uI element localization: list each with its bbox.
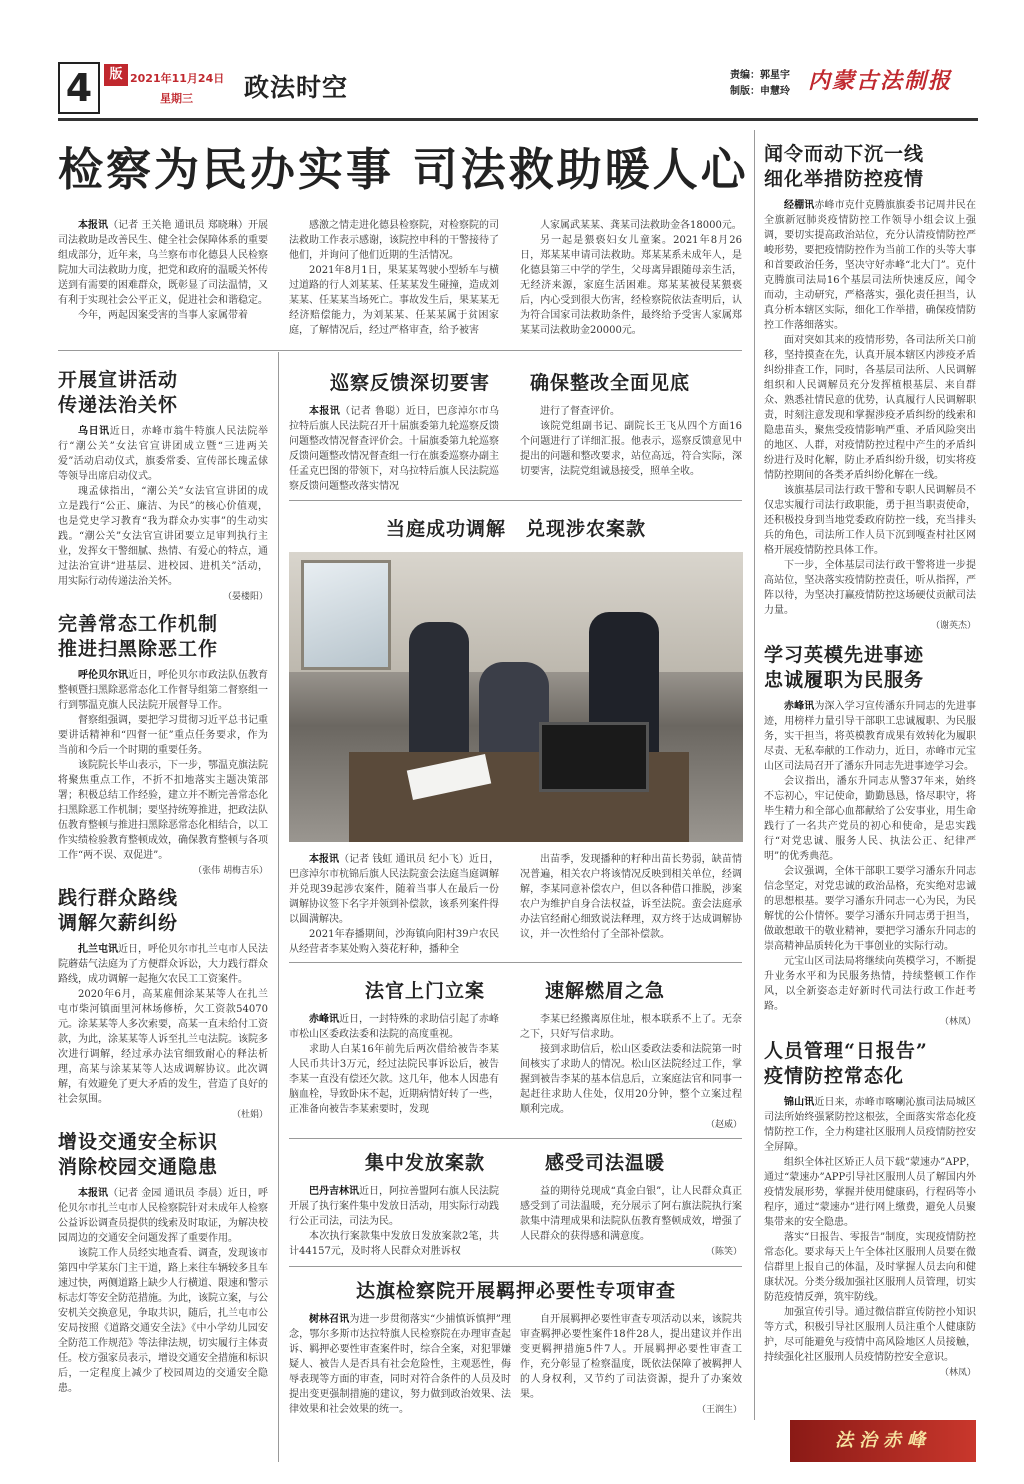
article-paragraph: 本报讯（记者 王关艳 通讯员 郑晓琳）开展司法救助是改善民生、健全社会保障体系的重要组成部分，近年来，乌兰察布市化德县人民检察院加大司法救助力度，把党和政府的温暖关怀传送到有需要的困难群众，既彰显了司法温情，又有利于实现社会公平正义，促进社会和谐稳定。: [58, 220, 268, 306]
story-headline: 增设交通安全标识: [58, 1131, 219, 1153]
court-mediation-photo: [289, 552, 743, 842]
payment-headline-a: 集中发放案款: [364, 1152, 485, 1174]
editor-credit: 责编：郭星宇: [730, 70, 790, 81]
article-paragraph: 出苗季，发现播种的籽种出苗长势弱，缺苗情况普遍，相关农户将该情况反映到相关单位，经调解，李某同意补偿农户，但以各种借口推脱，涉案农户为维护自身合法权益，诉至法院。蛮会法庭承办法官经耐心细致说法释理，双方终于达成调解协议，并一次性给付了全部补偿款。: [520, 854, 742, 940]
dateline: 经棚讯: [784, 200, 815, 211]
article-paragraph: 扎兰屯讯近日，呼伦贝尔市扎兰屯市人民法院蘑菇气法庭为了方便群众诉讼，大力践行群众路线，成功调解一起拖欠农民工工资案件。: [58, 944, 268, 985]
patrol-headline-a: 巡察反馈深切要害: [329, 372, 490, 394]
article-paragraph: 求助人白某16年前先后两次借给被告李某人民币共计3万元，经过法院民事诉讼后，被告李某一直没有偿还欠款。这几年，他本人因患有脑血栓，导致卧床不起，近期病情好转了一些，正准备向被告李某索要时，发现: [289, 1044, 499, 1115]
story-headline: 人员管理“日报告”: [764, 1040, 928, 1062]
article-paragraph: 益的期待兑现成“真金白银”，让人民群众真正感受到了司法温暖，充分展示了阿右旗法院执行案款集中清理成果和法院队伍教育整顿成效，增强了人民群众的获得感和满意度。: [520, 1186, 742, 1242]
article-paragraph: 今年，两起因案受害的当事人家属带着: [78, 310, 248, 321]
filing-rule: [289, 1138, 742, 1139]
dateline: 锦山讯: [784, 1097, 815, 1108]
story-headline: 消除校园交通隐患: [58, 1156, 219, 1178]
lead-col-1: [58, 218, 268, 323]
patrol-rule: [289, 500, 742, 501]
article-paragraph: 树林召讯为进一步贯彻落实“少捕慎诉慎押”理念，鄂尔多斯市达拉特旗人民检察院在办理审查起诉、羁押必要性审查案件时，综合全案，对犯罪嫌疑人、被告人是否具有社会危险性，主观恶性，侮辱表现等方面的审查，同时对符合条件的人员及时提出变更强制措施的建议，努力做到政治效果、法律效果和社会效果的统一。: [289, 1314, 511, 1415]
byline-signature: （林凤）: [939, 1017, 976, 1027]
byline-signature: （林凤）: [939, 1368, 976, 1378]
mediation-headline: 当庭成功调解 兑现涉农案款: [385, 518, 646, 540]
article-paragraph: 该旗基层司法行政干警和专职人民调解员不仅忠实履行司法行政职能，勇于担当职责使命，还积极投身到当地党委政府防控一线，充当排头兵的角色，司法所工作人员下沉到嘎查村社区网格开展疫情防控具体工作。: [764, 485, 976, 556]
story-headline: 完善常态工作机制: [58, 613, 219, 635]
header-rule: [58, 118, 978, 121]
article-paragraph: 2020年6月，高某雇佣涂某某等人在扎兰屯市柴河镇面里河林场修桥，欠工资款54070元。涂某某等人多次索要，高某一直未给付工资款，为此，涂某某等人诉至扎兰屯法院。该院多次进行调解，经过承办法官细致耐心的释法析理，高某与涂某某等人达成调解协议。此次调解，有效避免了更大矛盾的发生，营造了良好的社会氛围。: [58, 989, 268, 1105]
story-headline: 推进扫黑除恶工作: [58, 638, 219, 660]
dateline: 本报讯: [78, 220, 109, 231]
dateline: 赤峰讯: [784, 701, 815, 712]
article-paragraph: 李某已经搬离原住址，根本联系不上了。无奈之下，只好写信求助。: [520, 1014, 742, 1040]
footer-banner: 法治赤峰: [790, 1420, 976, 1462]
story-headline: 传递法治关怀: [58, 394, 179, 416]
story-headline: 学习英模先进事迹: [764, 644, 925, 666]
mediation-col-b: [520, 852, 742, 942]
left-column-divider: [278, 352, 279, 1462]
filing-headline-a: 法官上门立案: [364, 980, 485, 1002]
article-paragraph: 会议指出，潘东升同志从警37年来，始终不忘初心，牢记使命，勤勤恳恳，恪尽职守，将毕生精力和全部心血都献给了公安事业，用生命践行了一名共产党员的初心和使命，是忠实践行“对党忠诚、服务人民、执法公正、纪律严明”的优秀典范。: [764, 776, 976, 862]
article-paragraph: 下一步，全体基层司法行政干警将进一步提高站位，坚决落实疫情防控责任，听从指挥，严阵以待，为坚决打赢疫情防控这场硬仗贡献司法力量。: [764, 560, 976, 616]
lead-headline: 检察为民办实事 司法救助暖人心: [58, 143, 749, 196]
custody-col-b: [520, 1312, 742, 1415]
payment-col-a: [289, 1184, 499, 1259]
article-paragraph: 人家属武某某、龚某司法救助金各18000元。: [540, 220, 742, 231]
article-paragraph: 2021年春播期间，沙海镇向阳村39户农民从经营者李某处购入葵花籽种，播种全: [289, 929, 499, 955]
dateline: 赤峰讯: [309, 1014, 339, 1025]
byline-signature: （杜娟）: [231, 1110, 268, 1120]
byline-signature: （晏楼阳）: [222, 592, 268, 602]
article-paragraph: 2021年8月1日，果某某驾驶小型轿车与横过道路的行人刘某某、任某某发生碰撞，造成刘某某、任某某当场死亡。事故发生后，果某某无经济赔偿能力，为刘某某、任某某属于贫困家庭，了解情况后，经过严格审查，给予被害: [289, 265, 499, 336]
issue-date: 2021年11月24日: [130, 72, 225, 85]
article-paragraph: 感激之情走进化德县检察院，对检察院的司法救助工作表示感谢，该院控申科的干警接待了他们，并询问了他们近期的生活情况。: [289, 220, 499, 261]
article-paragraph: 面对突如其来的疫情形势，各司法所关口前移，坚持摸查在先，认真开展本辖区内涉疫矛盾纠纷排查工作，同时，各基层司法所、人民调解组织和人民调解员充分发挥植根基层、来自群众、熟悉社情民意的优势，认真履行人民调解职责，时刻注意发现和掌握涉疫矛盾纠纷的线索和隐患苗头，聚焦受疫情影响严重、矛盾风险突出的地区、人群，对疫情防控过程中产生的矛盾纠纷进行及时化解，防止矛盾纠纷升级，切实将疫情防控期间的各类矛盾纠纷化解在一线。: [764, 335, 976, 481]
article-paragraph: 落实“日报告、零报告”制度，实现疫情防控常态化。要求每天上午全体社区服刑人员要在微信群里上报自己的体温，及时掌握人员去向和健康状况。分类分级加强社区服刑人员管理，切实防范疫情反弹，筑牢防线。: [764, 1232, 976, 1303]
lead-bottom-rule: [58, 350, 742, 351]
article-paragraph: 本报讯（记者 鲁聪）近日，巴彦淖尔市乌拉特后旗人民法院召开十届旗委第九轮巡察反馈问题整改情况督查评价会。十届旗委第九轮巡察反馈问题整改情况督查组一行在旗委巡察办副主任孟克巴图的带领下，对乌拉特后旗人民法院巡察反馈问题整改落实情况: [289, 406, 499, 492]
mediation-rule: [289, 962, 742, 963]
section-title: 政法时空: [244, 73, 349, 102]
dateline: 呼伦贝尔讯: [78, 670, 128, 681]
article-paragraph: 接到求助信后，松山区委政法委和法院第一时间核实了求助人的情况。松山区法院经过工作，掌握到被告李某的基本信息后，立案庭法官和同事一起赶往求助人住处，仅用20分钟，整个立案过程顺利完成。: [520, 1044, 742, 1115]
story-headline: 细化举措防控疫情: [764, 168, 925, 190]
dateline: 本报讯: [309, 854, 340, 865]
article-paragraph: 经棚讯赤峰市克什克腾旗旗委书记周井民在全旗新冠肺炎疫情防控工作领导小组会议上强调，要切实提高政治站位，充分认清疫情防控严峻形势，要把疫情防控作为当前工作的头等大事和首要政治任务，坚决守好赤峰“北大门”。克什克腾旗司法局16个基层司法所快速反应，闻令而动，主动研究，严格落实，强化责任担当，认真分析本辖区实际，细化工作举措，确保疫情防控工作落细落实。: [764, 200, 977, 331]
custody-col-a: [289, 1312, 511, 1417]
article-paragraph: 督察组强调，要把学习贯彻习近平总书记重要讲话精神和“四督一征”重点任务要求，作为当前和今后一个时期的重要任务。: [58, 715, 268, 756]
byline-signature: （王润生）: [696, 1405, 742, 1415]
filing-col-a: [289, 1012, 499, 1117]
story-headline: 开展宣讲活动: [58, 369, 179, 391]
dateline: 乌日讯: [78, 426, 110, 437]
right-column-divider: [754, 130, 755, 1420]
byline-signature: （张伟 胡梅吉乐）: [193, 866, 268, 876]
news-story: [58, 368, 268, 602]
byline-signature: （赵威）: [705, 1120, 742, 1130]
right-column: [764, 142, 976, 1390]
payment-col-b: [520, 1184, 742, 1257]
article-paragraph: 赤峰讯近日，一封特殊的求助信引起了赤峰市松山区委政法委和法院的高度重视。: [289, 1014, 499, 1040]
patrol-headline-b: 确保整改全面见底: [529, 372, 690, 394]
story-headline: 疫情防控常态化: [764, 1065, 905, 1087]
article-paragraph: 锦山讯近日来，赤峰市喀喇沁旗司法局城区司法所始终强紧防控这根弦，全面落实常态化疫情防控工作，全力构建社区服刑人员疫情防控安全屏障。: [764, 1097, 977, 1153]
article-paragraph: 呼伦贝尔讯近日，呼伦贝尔市政法队伍教育整顿暨扫黑除恶常态化工作督导组第二督察组一行到鄂温克旗人民法院开展督导工作。: [58, 670, 268, 711]
story-headline: 践行群众路线: [58, 887, 179, 909]
article-paragraph: 该院工作人员经实地查看、调查，发现该市第四中学某东门主干道，路上来往车辆较多且车速过快，两侧道路上缺少人行横道、限速和警示标志灯等安全防范措施。为此，该院立案，与公安机关交换意见，争取共识，随后，扎兰屯市公安局按照《道路交通安全法》《中小学幼儿园安全防范工作规范》等法律法规，切实履行主体责任。校方强家员表示，增设交通安全措施和标识后，一定程度上减少了校园周边的交通安全隐患。: [58, 1248, 268, 1394]
article-paragraph: 加强宣传引导。通过微信群宣传防控小知识等方式，积极引导社区服刑人员注重个人健康防护，尽可能避免与疫情中高风险地区人员接触，持续强化社区服刑人员疫情防控安全意识。: [764, 1307, 976, 1363]
article-paragraph: 另一起是猥亵妇女儿童案。2021年8月26日，郑某某申请司法救助。郑某某系未成年人，是化德县第三中学的学生，父母离异跟随母亲生活，无经济来源，家庭生活困难。郑某某被侵某猥亵后，内心受到很大伤害，经检察院依法查明后，认为符合国家司法救助条件，最终给予受害人家属郑某某司法救助金20000元。: [520, 235, 742, 336]
story-headline: 忠诚履职为民服务: [764, 669, 925, 691]
page-number: 4: [58, 62, 100, 114]
dateline: 本报讯: [309, 406, 341, 417]
article-paragraph: 本报讯（记者 钱虹 通讯员 纪小飞）近日，巴彦淖尔市杭锦后旗人民法院蛮会法庭当庭调解并兑现39起涉农案件，随着当事人在最后一份调解协议签下名字并领到补偿款，该系列案件得以圆满解决。: [289, 854, 499, 925]
article-paragraph: 组织全体社区矫正人员下载“蒙速办”APP，通过“蒙速办”APP引导社区服刑人员了解国内外疫情发展形势，掌握并使用健康码，行程码等小程序，通过“蒙速办”进行网上缴费，避免人员聚集带来的安全隐患。: [764, 1157, 976, 1228]
dateline: 树林召讯: [309, 1314, 350, 1325]
filing-col-b: [520, 1012, 742, 1130]
news-story: [58, 612, 268, 876]
story-headline: 调解欠薪纠纷: [58, 912, 179, 934]
dateline: 扎兰屯讯: [78, 944, 118, 955]
article-paragraph: 会议强调，全体干部职工要学习潘东升同志信念坚定，对党忠诚的政治品格，充实绝对忠诚的思想根基。要学习潘东升同志一心为民，为民解忧的公仆情怀。要学习潘东升同志勇于担当，做敢想敢干的敬业精神，要把学习潘东升同志的崇高精神品质转化为干事创业的实际行动。: [764, 866, 976, 952]
payment-rule: [289, 1266, 742, 1267]
news-story: [764, 1039, 976, 1378]
story-headline: 闻令而动下沉一线: [764, 143, 925, 165]
article-paragraph: 该院院长毕山表示，下一步，鄂温克旗法院将聚焦重点工作，不折不扣地落实主题决策部署；积极总结工作经验，建立并不断完善常态化扫黑除恶工作机制；要坚持统筹推进，把政法队伍教育整顿与推进扫黑除恶常态化相结合，以工作实绩检验教育整顿成效，确保教育整顿与各项工作“两不误、双促进”。: [58, 760, 268, 861]
article-paragraph: 元宝山区司法局将继续向英模学习，不断提升业务水平和为民服务热情，持续整顿工作作风，以全新姿态走好新时代司法行政工作赶考路。: [764, 956, 976, 1012]
news-story: [58, 1130, 268, 1396]
article-paragraph: 本次执行案款集中发放日发放案款2笔，共计44157元，及时将人民群众对胜诉权: [289, 1231, 499, 1257]
byline-signature: （谢英杰）: [930, 621, 976, 631]
byline-signature: （陈笑）: [705, 1247, 742, 1257]
article-paragraph: 赤峰讯为深入学习宣传潘东升同志的先进事迹，用榜样力量引导干部职工忠诚履职、为民服务，实干担当，将英模教育成果有效转化为履职尽责、无私奉献的工作动力，近日，赤峰市元宝山区司法局召开了潘东升同志先进事迹学习会。: [764, 701, 977, 772]
patrol-col-b: [520, 404, 742, 479]
ban-label: 版: [104, 64, 128, 86]
custody-headline: 达旗检察院开展羁押必要性专项审查: [355, 1280, 676, 1302]
dateline: 本报讯: [78, 1188, 109, 1199]
left-column: [58, 368, 268, 1406]
article-paragraph: 乌日讯近日，赤峰市翁牛特旗人民法院举行“潮公关”女法官宣讲团成立暨“三进两关爱”活动启动仪式，旗委常委、宣传部长瑰孟俅等领导出席启动仪式。: [58, 426, 269, 482]
news-story: [58, 886, 268, 1120]
payment-headline-b: 感受司法温暖: [544, 1152, 665, 1174]
article-paragraph: 该院党组副书记、副院长王飞从四个方面16个问题进行了详细汇报。他表示，巡察反馈意见中提出的问题和整改要求，站位高远，符合实际，深切要害，法院党组诚恳接受，照单全收。: [520, 421, 742, 477]
lead-col-2: [289, 218, 499, 338]
newspaper-logo: 内蒙古法制报: [808, 68, 953, 94]
issue-weekday: 星期三: [160, 92, 193, 105]
article-paragraph: 进行了督查评价。: [540, 406, 620, 417]
mediation-col-a: [289, 852, 499, 957]
article-paragraph: 瑰孟俅指出，“潮公关”女法官宣讲团的成立是践行“公正、廉洁、为民”的核心价值观，也是党史学习教育“我为群众办实事”的生动实践。“潮公关”女法官宣讲团要立足审判执行主业，发挥女干警细腻、热情、有爱心的特点，通过法治宣讲“进基层、进校园、进机关”活动，用实际行动传递法治关怀。: [58, 486, 268, 587]
article-paragraph: 巴丹吉林讯近日，阿拉善盟阿右旗人民法院开展了执行案件集中发放日活动，用实际行动践行公正司法，司法为民。: [289, 1186, 499, 1227]
patrol-col-a: [289, 404, 499, 494]
news-story: [764, 142, 976, 631]
filing-headline-b: 速解燃眉之急: [544, 980, 665, 1002]
article-paragraph: 本报讯（记者 金园 通讯员 李晨）近日，呼伦贝尔市扎兰屯市人民检察院针对未成年人检察公益诉讼调查员提供的线索及时取证，为解决校园周边的交通安全问题发挥了重要作用。: [58, 1188, 268, 1244]
article-paragraph: 自开展羁押必要性审查专项活动以来，该院共审查羁押必要性案件18件28人，提出建议并作出变更羁押措施5件7人。开展羁押必要性审查工作，充分彰显了检察温度，既依法保障了被羁押人的人身权利，又节约了司法资源，提升了办案效果。: [520, 1314, 742, 1400]
dateline: 巴丹吉林讯: [309, 1186, 359, 1197]
lead-col-3: [520, 218, 742, 338]
designer-credit: 制版：申慧玲: [730, 86, 790, 97]
news-story: [764, 643, 976, 1027]
